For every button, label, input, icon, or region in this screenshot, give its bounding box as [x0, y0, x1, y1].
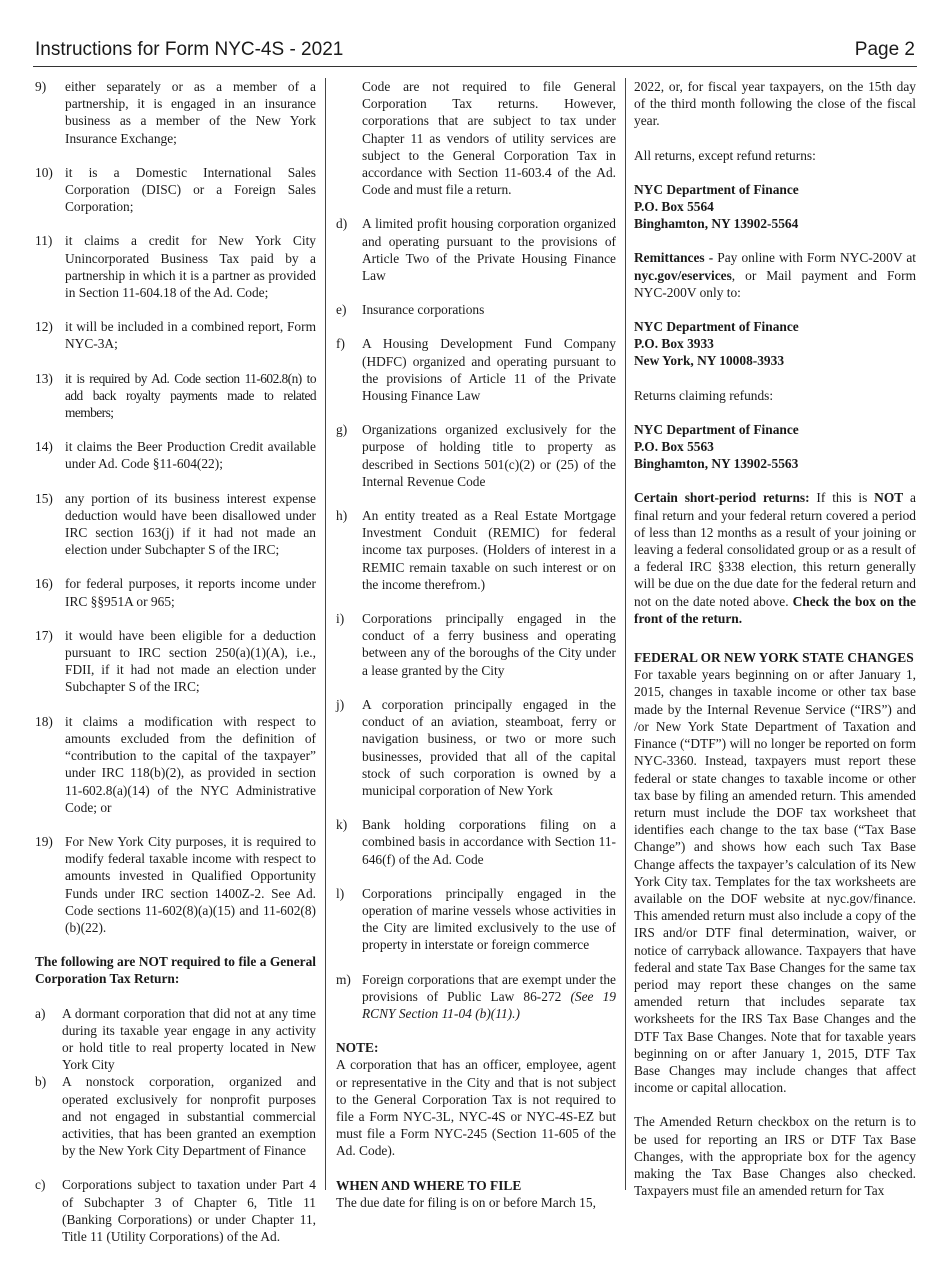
paragraph: All returns, except refund returns:	[634, 147, 816, 163]
section-heading: FEDERAL OR NEW YORK STATE CHANGES	[634, 650, 914, 666]
list-item: m) Foreign corporations that are exempt under the provisions of Public Law 86-272 (See 19 RCNY Section 11-04 (b)(11).)	[336, 971, 616, 1021]
list-item: 10) it is a Domestic International Sales Corporation (DISC) or a Foreign Sales Corporation;	[35, 164, 316, 215]
list-item: 18) it claims a modification with respect to amounts excluded from the definition of “contribution to the capital of the taxpayer” under IRC 118(b)(2), as provided in section 11-602.8(a)(14) of the NYC Administrative Code; or	[35, 713, 316, 815]
paragraph: The due date for filing is on or before March 15,	[336, 1194, 596, 1210]
list-item: l) Corporations principally engaged in the operation of marine vessels whose activities in the City are limited exclusively to the use of property in interstate or foreign commerce	[336, 885, 616, 953]
list-item: f) A Housing Development Fund Company (HDFC) organized and operating pursuant to the provisions of Article 11 of the Private Housing Finance Law	[336, 336, 616, 404]
mailing-address: NYC Department of Finance P.O. Box 3933 New York, NY 10008-3933	[634, 319, 799, 369]
page-header	[33, 38, 917, 67]
list-item: 19) For New York City purposes, it is required to modify federal taxable income with respect to amounts invested in Qualified Opportunity Funds under IRC section 1400Z-2. See Ad. Code sections 11-602(8)(a)(15) and 11-602(8)(b)(22).	[35, 833, 316, 935]
list-item: 12) it will be included in a combined report, Form NYC-3A;	[35, 319, 316, 352]
paragraph: Returns claiming refunds:	[634, 387, 774, 403]
list-item: 15) any portion of its business interest expense deduction would have been disallowed under IRC section 163(j) if it had not made an election under Subchapter S of the IRC;	[35, 490, 316, 558]
eservices-link[interactable]: nyc.gov/eservices	[634, 267, 732, 283]
list-item: g) Organizations organized exclusively for the purpose of holding title to property as described in Sections 501(c)(2) or (25) of the Internal Revenue Code	[336, 422, 616, 489]
list-item: k) Bank holding corporations filing on a combined basis in accordance with Section 11-646(f) of the Ad. Code	[336, 817, 616, 867]
section-heading: WHEN AND WHERE TO FILE	[336, 1177, 522, 1193]
list-item: a) A dormant corporation that did not at any time during its taxable year engage in any activity or hold title to real property located in New York City	[35, 1005, 316, 1073]
page-number: Page 2	[854, 39, 915, 60]
column-divider	[625, 78, 626, 1190]
paragraph: 2022, or, for fiscal year taxpayers, on the 15th day of the third month following the close of the fiscal year.	[634, 79, 916, 129]
list-item: 17) it would have been eligible for a deduction pursuant to IRC section 250(a)(1)(A), i.e., FDII, if it had not made an election under Subchapter S of the IRC;	[35, 627, 316, 695]
list-item: 11) it claims a credit for New York City Unincorporated Business Tax paid by a partnership in which it is a partner as provided in Section 11-604.18 of the Ad. Code;	[35, 233, 316, 301]
column-1	[35, 78, 316, 1262]
mailing-address: NYC Department of Finance P.O. Box 5563 Binghamton, NY 13902-5563	[634, 421, 799, 472]
list-item: 16) for federal purposes, it reports income under IRC §§951A or 965;	[35, 576, 316, 609]
list-item: b) A nonstock corporation, organized and operated exclusively for nonprofit purposes and not engaged in substantial commercial activities, that has been granted an exemption by the New York City Department of Finance	[35, 1074, 316, 1159]
list-item: 14) it claims the Beer Production Credit available under Ad. Code §11-604(22);	[35, 439, 316, 472]
remittance-paragraph: Remittances - Pay online with Form NYC-200V at nyc.gov/eservices, or Mail payment and Form NYC-200V only to:	[634, 250, 916, 300]
column-divider	[325, 78, 326, 1190]
short-period-paragraph: Certain short-period returns: If this is NOT a final return and your federal return covered a period of less than 12 months as a result of your joining or leaving a federal consolidated group or as a result of a federal IRC §338 election, this return generally will be due on the due date for the federal return and not on the date noted above. Check the box on the front of the return.	[634, 490, 916, 626]
list-item: e) Insurance corporations	[336, 302, 485, 318]
list-item: j) A corporation principally engaged in the conduct of an aviation, steamboat, ferry or navigation business, or two or more such businesses, provided that all of the capital stock of such corporation is owned by a municipal corporation of New York	[336, 696, 616, 798]
mailing-address: NYC Department of Finance P.O. Box 5564 Binghamton, NY 13902-5564	[634, 181, 799, 232]
list-item: 9) either separately or as a member of a partnership, it is engaged in an insurance business as a member of the New York Insurance Exchange;	[35, 79, 316, 146]
list-item: c) Corporations subject to taxation under Part 4 of Subchapter 3 of Chapter 6, Title 11 (Banking Corporations) or under Chapter 11, Title 11 (Utility Corporations) of the Ad.	[35, 1177, 316, 1244]
list-item: h) An entity treated as a Real Estate Mortgage Investment Conduit (REMIC) for federal income tax purposes. (Holders of interest in a REMIC remain taxable on such interest or on the income therefrom.)	[336, 508, 616, 592]
paragraph: The Amended Return checkbox on the return is to be used for reporting an IRS or DTF Tax Base Changes, with the appropriate box for the agency making the Tax Base Changes also checked. Taxpayers must file an amended return for Tax	[634, 1114, 916, 1199]
column-3	[634, 78, 916, 1199]
list-item: i) Corporations principally engaged in the conduct of a ferry business and operating between any of the boroughs of the City under a lease granted by the City	[336, 611, 616, 678]
note-heading: NOTE:	[336, 1040, 379, 1056]
list-item: d) A limited profit housing corporation organized and operating pursuant to the provisions of Article Two of the Private Housing Finance Law	[336, 216, 616, 284]
note-text: A corporation that has an officer, employee, agent or representative in the City and that is not subject to the General Corporation Tax is not required to file a Form NYC-3L, NYC-4S or NYC-4S-EZ but must file a Form NYC-245 (Section 11-605 of the Ad. Code).	[336, 1057, 616, 1159]
paragraph: For taxable years beginning on or after January 1, 2015, changes in taxable income or other tax base made by the Internal Revenue Service (“IRS”) and /or New York State Department of Taxation and Finance (“DTF”) will no longer be reported on form NYC-3360. Instead, taxpayers must report these federal or state changes to taxable income or other tax base by filing an amended return. This amended return must include the DOF tax worksheet that identifies each change to the tax base (“Tax Base Change”) and shows how each such Tax Base Change affects the taxpayer’s calculation of its New York City tax. Templates for the tax worksheets are available on the DOF website at nyc.gov/finance. This amended return must also include a copy of the IRS and/or DTF final determination, waiver, or notice of carryback allowance. Taxpayers that have federal and state Tax Base Changes for the same tax period may report these changes on the same amended return that includes separate tax worksheets for the IRS Tax Base Changes and the DTF Tax Base Changes. Note that for taxable years beginning on or after January 1, 2015, DTF Tax Base Changes may include changes that affect income or capital allocation.	[634, 667, 916, 1096]
list-item: 13) it is required by Ad. Code section 11-602.8(n) to add back royalty payments made to related members;	[35, 370, 316, 421]
section-heading: The following are NOT required to file a General Corporation Tax Return:	[35, 954, 316, 987]
column-2	[336, 78, 616, 1211]
list-item-continued: Code are not required to file General Corporation Tax returns. However, corporations that are subject to tax under Chapter 11 as vendors of utility services are subject to the General Corporation Tax in accordance with Section 11-603.4 of the Ad. Code and must file a return.	[362, 79, 616, 198]
document-title: Instructions for Form NYC-4S - 2021	[35, 39, 344, 60]
